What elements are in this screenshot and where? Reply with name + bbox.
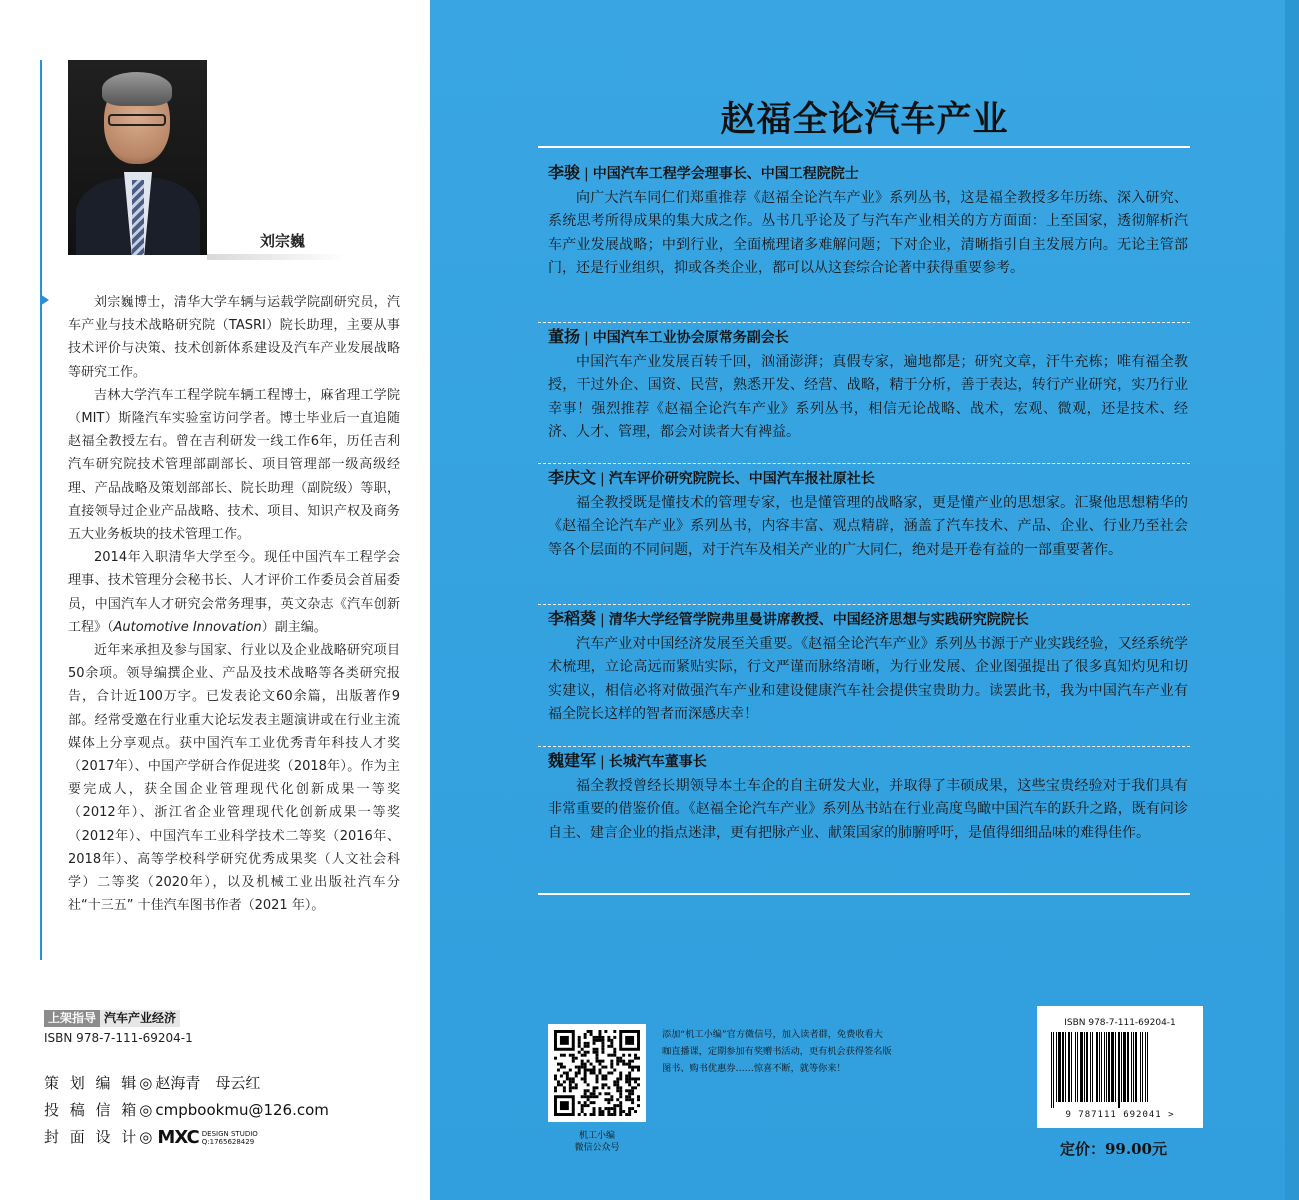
review-item: 李骏 | 中国汽车工程学会理事长、中国工程院院士 向广大汽车同仁们郑重推荐《赵福全论汽车产业》系列丛书，这是福全教授多年历练、深入研究、系统思考所得成果的集大成之作。丛书几乎论及了与汽车产业相关的方方面面：上至国家，透彻解析汽车产业发展战略；中到行业，全面梳理诸多难解问题；下对企业，清晰指引自主发展方向。无论主管部门，还是行业组织，抑或各类企业，都可以从这套综合论著中获得重要参考。	[548, 160, 1188, 324]
reviews-bottom-rule	[538, 893, 1190, 895]
author-name: 刘宗巍	[260, 232, 306, 250]
barcode-icon	[1051, 1032, 1189, 1108]
review-item: 魏建军 | 长城汽车董事长 福全教授曾经长期领导本土车企的自主研发大业，并取得了丰硕成果，这些宝贵经验对于我们具有非常重要的借鉴价值。《赵福全论汽车产业》系列丛书站在行业高度鸟瞰中国汽车的跃升之路，既有问诊自主、建言企业的指点迷津，更有把脉产业、献策国家的肺腑呼吁，是值得细细品味的难得佳作。	[548, 748, 1188, 845]
qr-code-icon	[548, 1024, 646, 1122]
book-title: 赵福全论汽车产业	[720, 99, 1009, 140]
review-list	[548, 160, 1188, 845]
reviewer-title: 中国汽车工业协会原常务副会长	[592, 330, 789, 346]
bio-paragraph: 吉林大学汽车工程学院车辆工程博士，麻省理工学院（MIT）斯隆汽车实验室访问学者。博士毕业后一直追随赵福全教授左右。曾在吉利研发一线工作6年，历任吉利汽车研究院技术管理部副部长、项目管理部一级高级经理、产品战略及策划部部长、院长助理（副院级）等职，直接领导过企业产品战略、技术、项目、知识产权及商务五大业务板块的技术管理工作。	[68, 387, 400, 543]
reviewer-title: 清华大学经管学院弗里曼讲席教授、中国经济思想与实践研究院院长	[608, 612, 1029, 628]
shelf-guide-value: 汽车产业经济	[100, 1010, 180, 1027]
shelf-guide	[44, 1010, 180, 1027]
review-divider	[538, 604, 1190, 605]
reviewer-name: 李庆文	[548, 468, 597, 487]
review-text: 中国汽车产业发展百转千回，汹涌澎湃；真假专家，遍地都是；研究文章，汗牛充栋；唯有福全教授，干过外企、国资、民营，熟悉开发、经营、战略，精于分析，善于表达，转行产业研究，实乃行业幸事！强烈推荐《赵福全论汽车产业》系列丛书，相信无论战略、战术，宏观、微观，还是技术、经济、人才、管理，都会对读者大有裨益。	[548, 354, 1188, 441]
reviewer-name: 李骏	[548, 163, 581, 182]
credits	[44, 1070, 329, 1151]
author-name-underline	[207, 254, 347, 260]
review-text: 福全教授曾经长期领导本土车企的自主研发大业，并取得了丰硕成果，这些宝贵经验对于我们具有非常重要的借鉴价值。《赵福全论汽车产业》系列丛书站在行业高度鸟瞰中国汽车的跃升之路，既有问诊自主、建言企业的指点迷津，更有把脉产业、献策国家的肺腑呼吁，是值得细细品味的难得佳作。	[548, 778, 1188, 841]
barcode	[1037, 1006, 1203, 1128]
bio-paragraph: 2014年入职清华大学至今。现任中国汽车工程学会理事、技术管理分会秘书长、人才评价工作委员会首届委员，中国汽车人才研究会常务理事，英文杂志《汽车创新工程》（Automotive Innovation）副主编。	[68, 550, 400, 635]
shelf-guide-label: 上架指导	[44, 1010, 100, 1027]
reviewer-name: 董扬	[548, 327, 581, 346]
reviewer-name: 魏建军	[548, 751, 597, 770]
design-studio-info: DESIGN STUDIO Q:1765628429	[201, 1129, 258, 1146]
design-studio-logo: MXC	[157, 1127, 199, 1148]
barcode-digits: 9 787111 692041 >	[1065, 1110, 1175, 1120]
review-item: 李庆文 | 汽车评价研究院院长、中国汽车报社原社长 福全教授既是懂技术的管理专家，也是懂管理的战略家，更是懂产业的思想家。汇聚他思想精华的《赵福全论汽车产业》系列丛书，内容丰富、观点精辟，涵盖了汽车技术、产品、企业、行业乃至社会等各个层面的不同问题，对于汽车及相关产业的广大同仁，绝对是开卷有益的一部重要著作。	[548, 465, 1188, 606]
reviewer-title: 中国汽车工程学会理事长、中国工程院院士	[592, 166, 859, 182]
journal-name: Automotive Innovation	[113, 619, 262, 635]
reviewer-title: 汽车评价研究院院长、中国汽车报社原社长	[608, 471, 875, 487]
triangle-marker-icon	[40, 294, 49, 306]
back-flap	[0, 0, 430, 1200]
promo-text: 添加“机工小编”官方微信号，加入读者群，免费收看大咖直播课，定期参加有奖赠书活动，更有机会获得签名版图书、购书优惠券……惊喜不断，就等你来！	[662, 1029, 892, 1074]
barcode-isbn: ISBN 978-7-111-69204-1	[1064, 1018, 1176, 1028]
reviewer-name: 李稻葵	[548, 609, 597, 628]
review-divider	[538, 746, 1190, 747]
review-text: 向广大汽车同仁们郑重推荐《赵福全论汽车产业》系列丛书，这是福全教授多年历练、深入研究、系统思考所得成果的集大成之作。丛书几乎论及了与汽车产业相关的方方面面：上至国家，透彻解析汽车产业发展战略；中到行业，全面梳理诸多难解问题；下对企业，清晰指引自主发展方向。无论主管部门，还是行业组织，抑或各类企业，都可以从这套综合论著中获得重要参考。	[548, 190, 1188, 277]
review-item: 董扬 | 中国汽车工业协会原常务副会长 中国汽车产业发展百转千回，汹涌澎湃；真假专家，遍地都是；研究文章，汗牛充栋；唯有福全教授，干过外企、国资、民营，熟悉开发、经营、战略，精于分析，善于表达，转行产业研究，实乃行业幸事！强烈推荐《赵福全论汽车产业》系列丛书，相信无论战略、战术，宏观、微观，还是技术、经济、人才、管理，都会对读者大有裨益。	[548, 324, 1188, 465]
flap-vertical-rule	[40, 60, 42, 960]
title-rule	[538, 146, 1190, 148]
qr-caption: 机工小编 微信公众号	[574, 1131, 620, 1153]
isbn-text: ISBN 978-7-111-69204-1	[44, 1031, 193, 1045]
bio-paragraph: 近年来承担及参与国家、行业以及企业战略研究项目50余项。领导编撰企业、产品及技术战略等各类研究报告，合计近100万字。已发表论文60余篇，出版著作9部。经常受邀在行业重大论坛发表主题演讲或在行业主流媒体上分享观点。获中国汽车工业优秀青年科技人才奖（2017年）、中国产学研合作促进奖（2018年）。作为主要完成人，获全国企业管理现代化创新成果一等奖（2012年）、浙江省企业管理现代化创新成果一等奖（2012年）、中国汽车工业科学技术二等奖（2016年、2018年）、高等学校科学研究优秀成果奖（人文社会科学）二等奖（2020年），以及机械工业出版社汽车分社“十三五” 十佳汽车图书作者（2021 年）。	[68, 643, 400, 914]
back-cover	[430, 0, 1299, 1200]
author-bio	[68, 291, 400, 917]
review-divider	[538, 322, 1190, 323]
price: 定价：99.00元	[1060, 1140, 1167, 1158]
spine-edge	[1285, 0, 1299, 1200]
author-photo	[68, 60, 207, 255]
bio-paragraph: 刘宗巍博士，清华大学车辆与运载学院副研究员，汽车产业与技术战略研究院（TASRI）院长助理，主要从事技术评价与决策、技术创新体系建设及汽车产业发展战略等研究工作。	[68, 295, 400, 380]
review-item: 李稻葵 | 清华大学经管学院弗里曼讲席教授、中国经济思想与实践研究院院长 汽车产业对中国经济发展至关重要。《赵福全论汽车产业》系列丛书源于产业实践经验，又经系统学术梳理，立论高远而紧贴实际，行文严谨而脉络清晰，为行业发展、企业图强提出了很多真知灼见和切实建议，相信必将对做强汽车产业和建设健康汽车社会提供宝贵助力。读罢此书，我为中国汽车产业有福全院长这样的智者而深感庆幸！	[548, 606, 1188, 748]
review-text: 汽车产业对中国经济发展至关重要。《赵福全论汽车产业》系列丛书源于产业实践经验，又经系统学术梳理，立论高远而紧贴实际，行文严谨而脉络清晰，为行业发展、企业图强提出了很多真知灼见和切实建议，相信必将对做强汽车产业和建设健康汽车社会提供宝贵助力。读罢此书，我为中国汽车产业有福全院长这样的智者而深感庆幸！	[548, 636, 1188, 723]
reviewer-title: 长城汽车董事长	[608, 754, 707, 770]
review-divider	[538, 463, 1190, 464]
credit-editor: 策 划 编 辑◎ 赵海青 母云红	[44, 1074, 261, 1092]
review-text: 福全教授既是懂技术的管理专家，也是懂管理的战略家，更是懂产业的思想家。汇聚他思想精华的《赵福全论汽车产业》系列丛书，内容丰富、观点精辟，涵盖了汽车技术、产品、企业、行业乃至社会等各个层面的不同问题，对于汽车及相关产业的广大同仁，绝对是开卷有益的一部重要著作。	[548, 495, 1188, 558]
credit-cover-design: 封 面 设 计◎ MXC DESIGN STUDIO Q:1765628429	[44, 1124, 329, 1151]
credit-submission: 投 稿 信 箱◎ cmpbookmu@126.com	[44, 1101, 329, 1119]
